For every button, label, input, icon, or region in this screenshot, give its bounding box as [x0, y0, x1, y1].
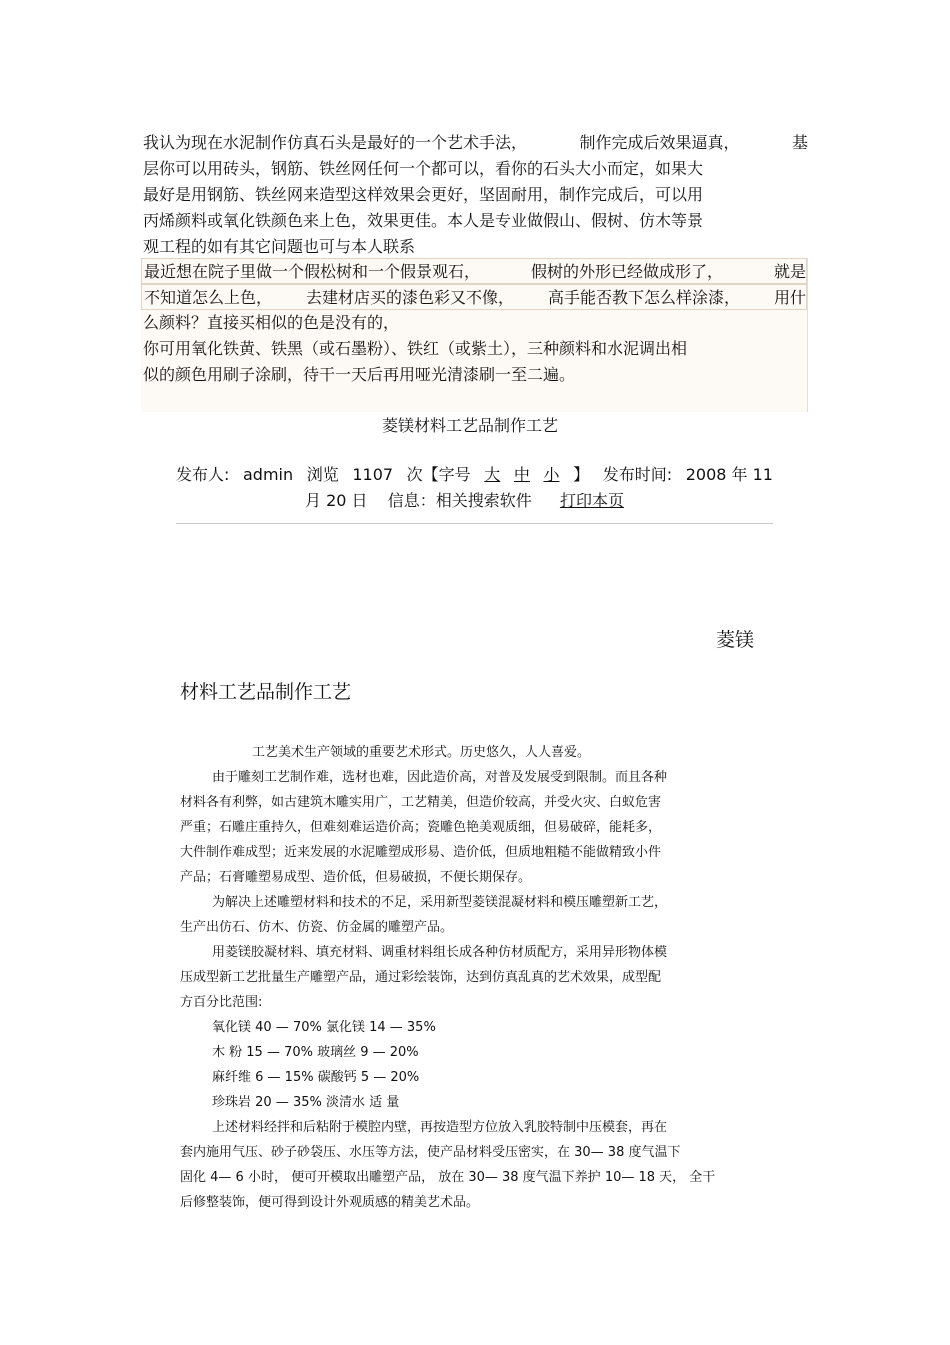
- body-line: 严重；石雕庄重持久，但难刻难运造价高；瓷雕色艳美观质细，但易破碎，能耗多，: [180, 820, 662, 835]
- intro-line: 观工程的如有其它问题也可与本人联系: [143, 237, 416, 256]
- publisher-label: 发布人:: [176, 465, 230, 484]
- print-page-link[interactable]: 打印本页: [559, 491, 624, 510]
- article-title: 菱镁材料工艺品制作工艺: [381, 416, 558, 435]
- article-body: [180, 740, 770, 1215]
- intro-line: 丙烯颜料或氧化铁颜色来上色，效果更佳。本人是专业做假山、假树、仿木等景: [143, 211, 704, 230]
- body-line: 用菱镁胶凝材料、填充材料、调重材料组长成各种仿材质配方，采用异形物体模: [212, 945, 668, 960]
- intro-line: 最好是用钢筋、铁丝网来造型这样效果会更好，坚固耐用，制作完成后，可以用: [143, 185, 704, 204]
- font-size-medium-link[interactable]: 中: [513, 465, 530, 484]
- body-line: 由于雕刻工艺制作难，选材也难，因此造价高，对普及发展受到限制。而且各种: [212, 770, 668, 785]
- body-line: 上述材料经拌和后粘附于模腔内壁，再按造型方位放入乳胶特制中压模套，再在: [212, 1120, 668, 1135]
- publish-time-label: 发布时间:: [602, 465, 673, 484]
- article-meta-line-2: [305, 488, 650, 514]
- body-line: 氧化镁 40 — 70% 氯化镁 14 — 35%: [212, 1020, 436, 1035]
- publish-time-part2: 月 20 日: [305, 491, 368, 510]
- body-line: 麻纤维 6 — 15% 碳酸钙 5 — 20%: [212, 1070, 420, 1085]
- body-line: 珍珠岩 20 — 35% 淡清水 适 量: [212, 1095, 400, 1110]
- body-heading-part2: 材料工艺品制作工艺: [180, 681, 352, 703]
- body-line: 木 粉 15 — 70% 玻璃丝 9 — 20%: [212, 1045, 419, 1060]
- body-line: 材料各有利弊，如古建筑木雕实用广，工艺精美，但造价较高，并受火灾、白蚁危害: [180, 795, 662, 810]
- body-line: 方百分比范围:: [180, 995, 263, 1010]
- body-line: 大件制作难成型；近来发展的水泥雕塑成形易、造价低，但质地粗糙不能做精致小件: [180, 845, 662, 860]
- publisher-name: admin: [243, 465, 294, 484]
- body-line: 压成型新工艺批量生产雕塑产品，通过彩绘装饰，达到仿真乱真的艺术效果，成型配: [180, 970, 662, 985]
- views-label: 浏览: [306, 465, 339, 484]
- qa-answer-line: 你可用氧化铁黄、铁黑（或石墨粉）、铁红（或紫土），三种颜料和水泥调出相: [143, 339, 688, 358]
- meta-info: 信息：相关搜索软件: [387, 491, 532, 510]
- intro-paragraph: [143, 130, 808, 260]
- body-line: 产品；石膏雕塑易成型、造价低，但易破损，不便长期保存。: [180, 870, 532, 885]
- body-line: 后修整装饰，便可得到设计外观质感的精美艺术品。: [180, 1195, 480, 1210]
- intro-line: 我认为现在水泥制作仿真石头是最好的一个艺术手法， 制作完成后效果逼真， 基: [143, 133, 808, 152]
- body-heading-part1: 菱镁: [716, 629, 755, 651]
- body-line: 生产出仿石、仿木、仿瓷、仿金属的雕塑产品。: [180, 920, 454, 935]
- intro-line: 层你可以用砖头，钢筋、铁丝网任何一个都可以，看你的石头大小而定，如果大: [143, 159, 704, 178]
- font-size-small-link[interactable]: 小: [543, 465, 560, 484]
- body-line: 为解决上述雕塑材料和技术的不足，采用新型菱镁混凝材料和模压雕塑新工艺，: [212, 895, 668, 910]
- body-line: 固化 4— 6 小时， 便可开模取出雕塑产品， 放在 30— 38 度气温下养护 10— 18 天， 全干: [180, 1170, 716, 1185]
- qa-question-line: 最近想在院子里做一个假松树和一个假景观石， 假树的外形已经做成形了， 就是: [141, 258, 807, 284]
- qa-question-line: 么颜料？直接买相似的色是没有的，: [143, 313, 400, 332]
- article-meta-line: [176, 462, 773, 488]
- views-count: 1107: [352, 465, 394, 484]
- publish-time-part1: 2008 年 11: [685, 465, 773, 484]
- body-line: 工艺美术生产领域的重要艺术形式。历史悠久，人人喜爱。: [252, 745, 591, 760]
- views-unit: 次【字号: [406, 465, 471, 484]
- body-line: 套内施用气压、砂子砂袋压、水压等方法，使产品材料受压密实，在 30— 38 度气温下: [180, 1145, 681, 1160]
- qa-answer-line: 似的颜色用刷子涂刷，待干一天后再用哑光清漆刷一至二遍。: [143, 365, 576, 384]
- meta-divider: [176, 523, 773, 524]
- bracket-close: 】: [573, 465, 590, 484]
- font-size-large-link[interactable]: 大: [484, 465, 501, 484]
- qa-question-line: 不知道怎么上色， 去建材店买的漆色彩又不像， 高手能否教下怎么样涂漆， 用什: [141, 284, 807, 310]
